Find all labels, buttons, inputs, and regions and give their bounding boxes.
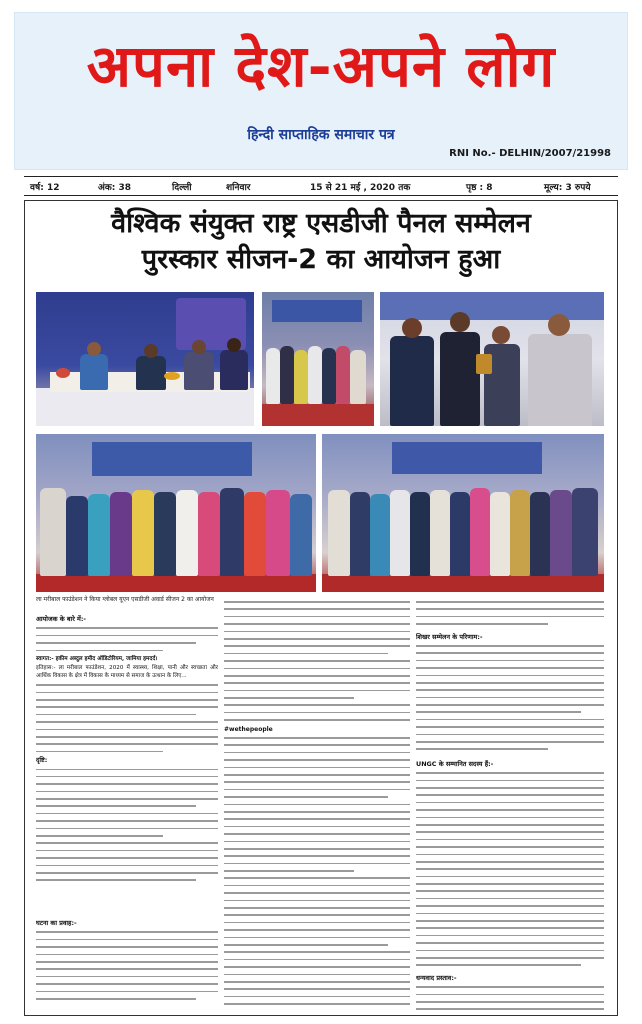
photo-group-large-left (36, 434, 316, 592)
article-column-1-bottom (36, 918, 218, 1010)
date-label: 15 से 21 मई , 2020 तक (310, 183, 411, 193)
day-label: शनिवार (226, 183, 251, 193)
section-heading-about: आयोजक के बारे में:- (36, 615, 87, 623)
section-heading-thanks: धन्यवाद प्रस्ताव:- (416, 973, 457, 982)
photo-caption: ला मरीबाल फाउंडेशन ने किया ग्लोबल यूएन एसडीजी अवार्ड सीजन 2 का आयोजन (36, 596, 214, 603)
article-headline (30, 206, 612, 278)
year-label: वर्ष: 12 (30, 183, 60, 193)
page-label: पृष्ठ : 8 (466, 183, 493, 193)
masthead (14, 12, 628, 170)
section-heading-history: इतिहास:- ला मरीबाल फाउंडेशन, 2020 में स्वास्थ्य, शिक्षा, पानी और स्वच्छता और आर्थिक विकास के क्षेत्र में विकास के माध्यम से समाज के उत्थान के लिए... (36, 665, 218, 679)
section-heading-event-flow: घटना का प्रवाह:- (36, 919, 77, 927)
photo-group-small (262, 292, 374, 426)
city-label: दिल्ली (172, 183, 192, 193)
newspaper-subtitle: हिन्दी साप्ताहिक समाचार पत्र (247, 127, 395, 143)
article-column-1 (36, 614, 218, 914)
photo-stage-panel (36, 292, 254, 426)
newspaper-title: अपना देश-अपने लोग (86, 32, 556, 100)
section-heading-summit: शिखर सम्मेलन के परिणाम:- (416, 632, 483, 641)
issue-label: अंक: 38 (98, 183, 132, 193)
price-label: मूल्य: 3 रुपये (544, 183, 591, 193)
section-heading-welcome: स्वागत:- हकीम अब्दुल हमीद ऑडिटोरियम, जामिया हमदर्द। (36, 655, 158, 662)
issue-info-bar (24, 176, 618, 196)
headline-line-1: वैश्विक संयुक्त राष्ट्र एसडीजी पैनल सम्मेलन (111, 208, 531, 239)
photo-group-large-right (322, 434, 604, 592)
section-heading-ungc: UNGC के सम्मानित सदस्य हैं:- (416, 759, 494, 768)
rni-number: RNI No.- DELHIN/2007/21998 (449, 148, 611, 159)
hashtag-wethepeople: #wethepeople (224, 725, 273, 733)
article-column-3 (416, 598, 604, 1010)
headline-line-2: पुरस्कार सीजन-2 का आयोजन हुआ (141, 244, 501, 275)
section-heading-vision: दृष्टि: (36, 756, 48, 765)
article-column-2 (224, 598, 410, 1010)
photo-award-handover (380, 292, 604, 426)
